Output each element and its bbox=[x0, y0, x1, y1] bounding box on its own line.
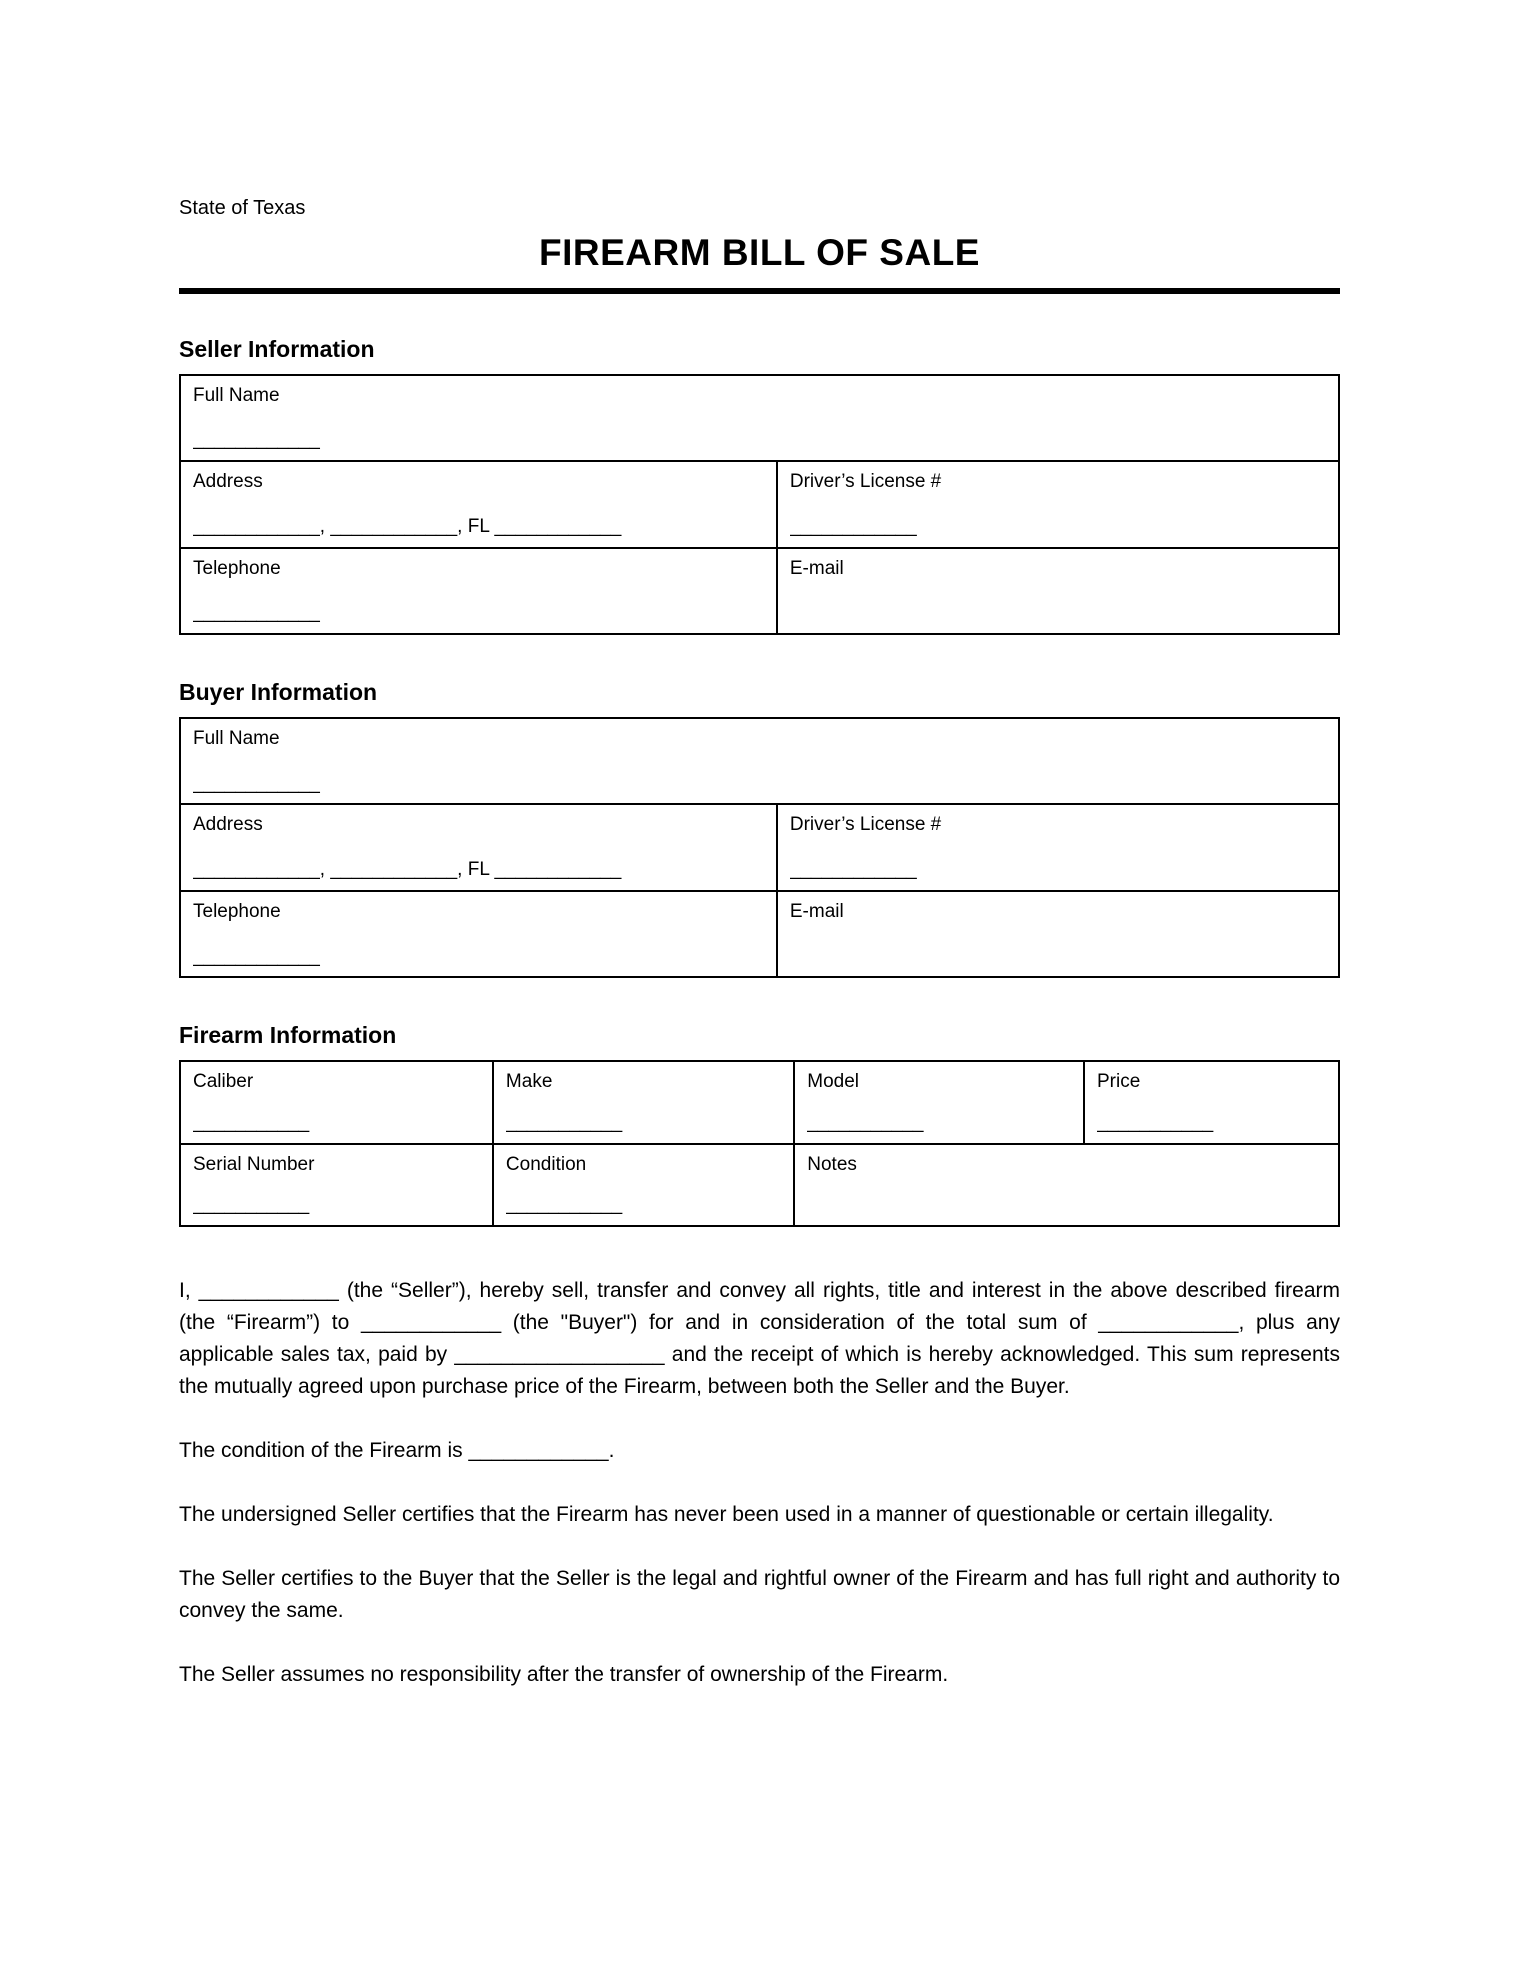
title-divider bbox=[179, 288, 1340, 294]
firearm-condition-label: Condition bbox=[505, 1153, 587, 1175]
buyer-address-label: Address bbox=[193, 814, 263, 836]
buyer-email-cell bbox=[777, 891, 1339, 978]
buyer-address-blank: ____________, ____________, FL ____________ bbox=[193, 859, 622, 881]
firearm-price-label: Price bbox=[1097, 1071, 1141, 1093]
seller-table bbox=[179, 374, 1340, 636]
firearm-notes-cell bbox=[794, 1144, 1339, 1227]
buyer-telephone-label: Telephone bbox=[193, 900, 281, 922]
firearm-table bbox=[179, 1060, 1340, 1227]
body-paragraphs bbox=[179, 1275, 1340, 1691]
buyer-email-label: E-mail bbox=[789, 900, 844, 922]
buyer-license-label: Driver’s License # bbox=[789, 814, 942, 836]
paragraph-sale-terms: I, ____________ (the “Seller”), hereby sell, transfer and convey all rights, title and interest in the above described firearm (the “Firearm”) to ____________ (the "Buyer") for and in consideration of the total sum of ____________, plus any applicable sales tax, paid by __________________ and the receipt of which is hereby acknowledged. This sum represents the mutually agreed upon purchase price of the Firearm, between both the Seller and the Buyer. bbox=[179, 1279, 1340, 1399]
seller-fullname-cell bbox=[180, 375, 1339, 462]
paragraph-condition: The condition of the Firearm is ____________. bbox=[179, 1439, 615, 1463]
seller-telephone-label: Telephone bbox=[193, 557, 281, 579]
firearm-make-label: Make bbox=[505, 1071, 553, 1093]
firearm-caliber-cell bbox=[180, 1061, 493, 1144]
firearm-row-1 bbox=[180, 1061, 1339, 1144]
buyer-address-row bbox=[180, 804, 1339, 891]
seller-fullname-blank: ____________ bbox=[193, 429, 320, 451]
buyer-license-cell bbox=[777, 804, 1339, 891]
buyer-fullname-label: Full Name bbox=[193, 727, 280, 749]
firearm-model-blank: ___________ bbox=[807, 1111, 924, 1133]
seller-address-label: Address bbox=[193, 471, 263, 493]
buyer-contact-row bbox=[180, 891, 1339, 978]
firearm-make-cell bbox=[493, 1061, 794, 1144]
seller-telephone-blank: ____________ bbox=[193, 602, 320, 624]
firearm-serial-blank: ___________ bbox=[193, 1194, 310, 1216]
buyer-license-blank: ____________ bbox=[789, 859, 917, 881]
buyer-fullname-blank: ____________ bbox=[193, 772, 320, 794]
page-title: FIREARM BILL OF SALE bbox=[539, 232, 980, 273]
state-label: State of Texas bbox=[179, 197, 306, 219]
firearm-price-cell bbox=[1084, 1061, 1339, 1144]
firearm-model-label: Model bbox=[807, 1071, 859, 1093]
firearm-serial-cell bbox=[180, 1144, 493, 1227]
firearm-caliber-label: Caliber bbox=[193, 1071, 254, 1093]
firearm-serial-label: Serial Number bbox=[193, 1153, 315, 1175]
seller-fullname-row bbox=[180, 375, 1339, 462]
seller-email-cell bbox=[777, 548, 1339, 635]
seller-address-row bbox=[180, 461, 1339, 548]
paragraph-ownership: The Seller certifies to the Buyer that the Seller is the legal and rightful owner of the Firearm and has full right and authority to convey the same. bbox=[179, 1567, 1340, 1623]
firearm-model-cell bbox=[794, 1061, 1084, 1144]
seller-license-cell bbox=[777, 461, 1339, 548]
seller-telephone-cell bbox=[180, 548, 777, 635]
firearm-notes-label: Notes bbox=[807, 1153, 857, 1175]
seller-contact-row bbox=[180, 548, 1339, 635]
firearm-make-blank: ___________ bbox=[505, 1111, 623, 1133]
buyer-fullname-cell bbox=[180, 718, 1339, 805]
paragraph-responsibility: The Seller assumes no responsibility after the transfer of ownership of the Firearm. bbox=[179, 1663, 949, 1687]
seller-fullname-label: Full Name bbox=[193, 384, 280, 406]
paragraph-legality: The undersigned Seller certifies that the Firearm has never been used in a manner of questionable or certain illegality. bbox=[179, 1503, 1274, 1527]
firearm-row-2 bbox=[180, 1144, 1339, 1227]
seller-license-label: Driver’s License # bbox=[789, 471, 942, 493]
seller-address-blank: ____________, ____________, FL ____________ bbox=[193, 515, 622, 537]
buyer-heading: Buyer Information bbox=[179, 679, 378, 706]
seller-email-label: E-mail bbox=[789, 557, 844, 579]
buyer-telephone-blank: ____________ bbox=[193, 945, 320, 967]
seller-heading: Seller Information bbox=[179, 336, 375, 362]
firearm-price-blank: ___________ bbox=[1097, 1111, 1214, 1133]
firearm-caliber-blank: ___________ bbox=[193, 1111, 310, 1133]
firearm-condition-cell bbox=[493, 1144, 794, 1227]
buyer-table bbox=[179, 717, 1340, 979]
seller-license-blank: ____________ bbox=[789, 515, 917, 537]
seller-address-cell bbox=[180, 461, 777, 548]
buyer-telephone-cell bbox=[180, 891, 777, 978]
firearm-heading: Firearm Information bbox=[179, 1022, 397, 1049]
buyer-fullname-row bbox=[180, 718, 1339, 805]
firearm-condition-blank: ___________ bbox=[505, 1194, 623, 1216]
buyer-address-cell bbox=[180, 804, 777, 891]
